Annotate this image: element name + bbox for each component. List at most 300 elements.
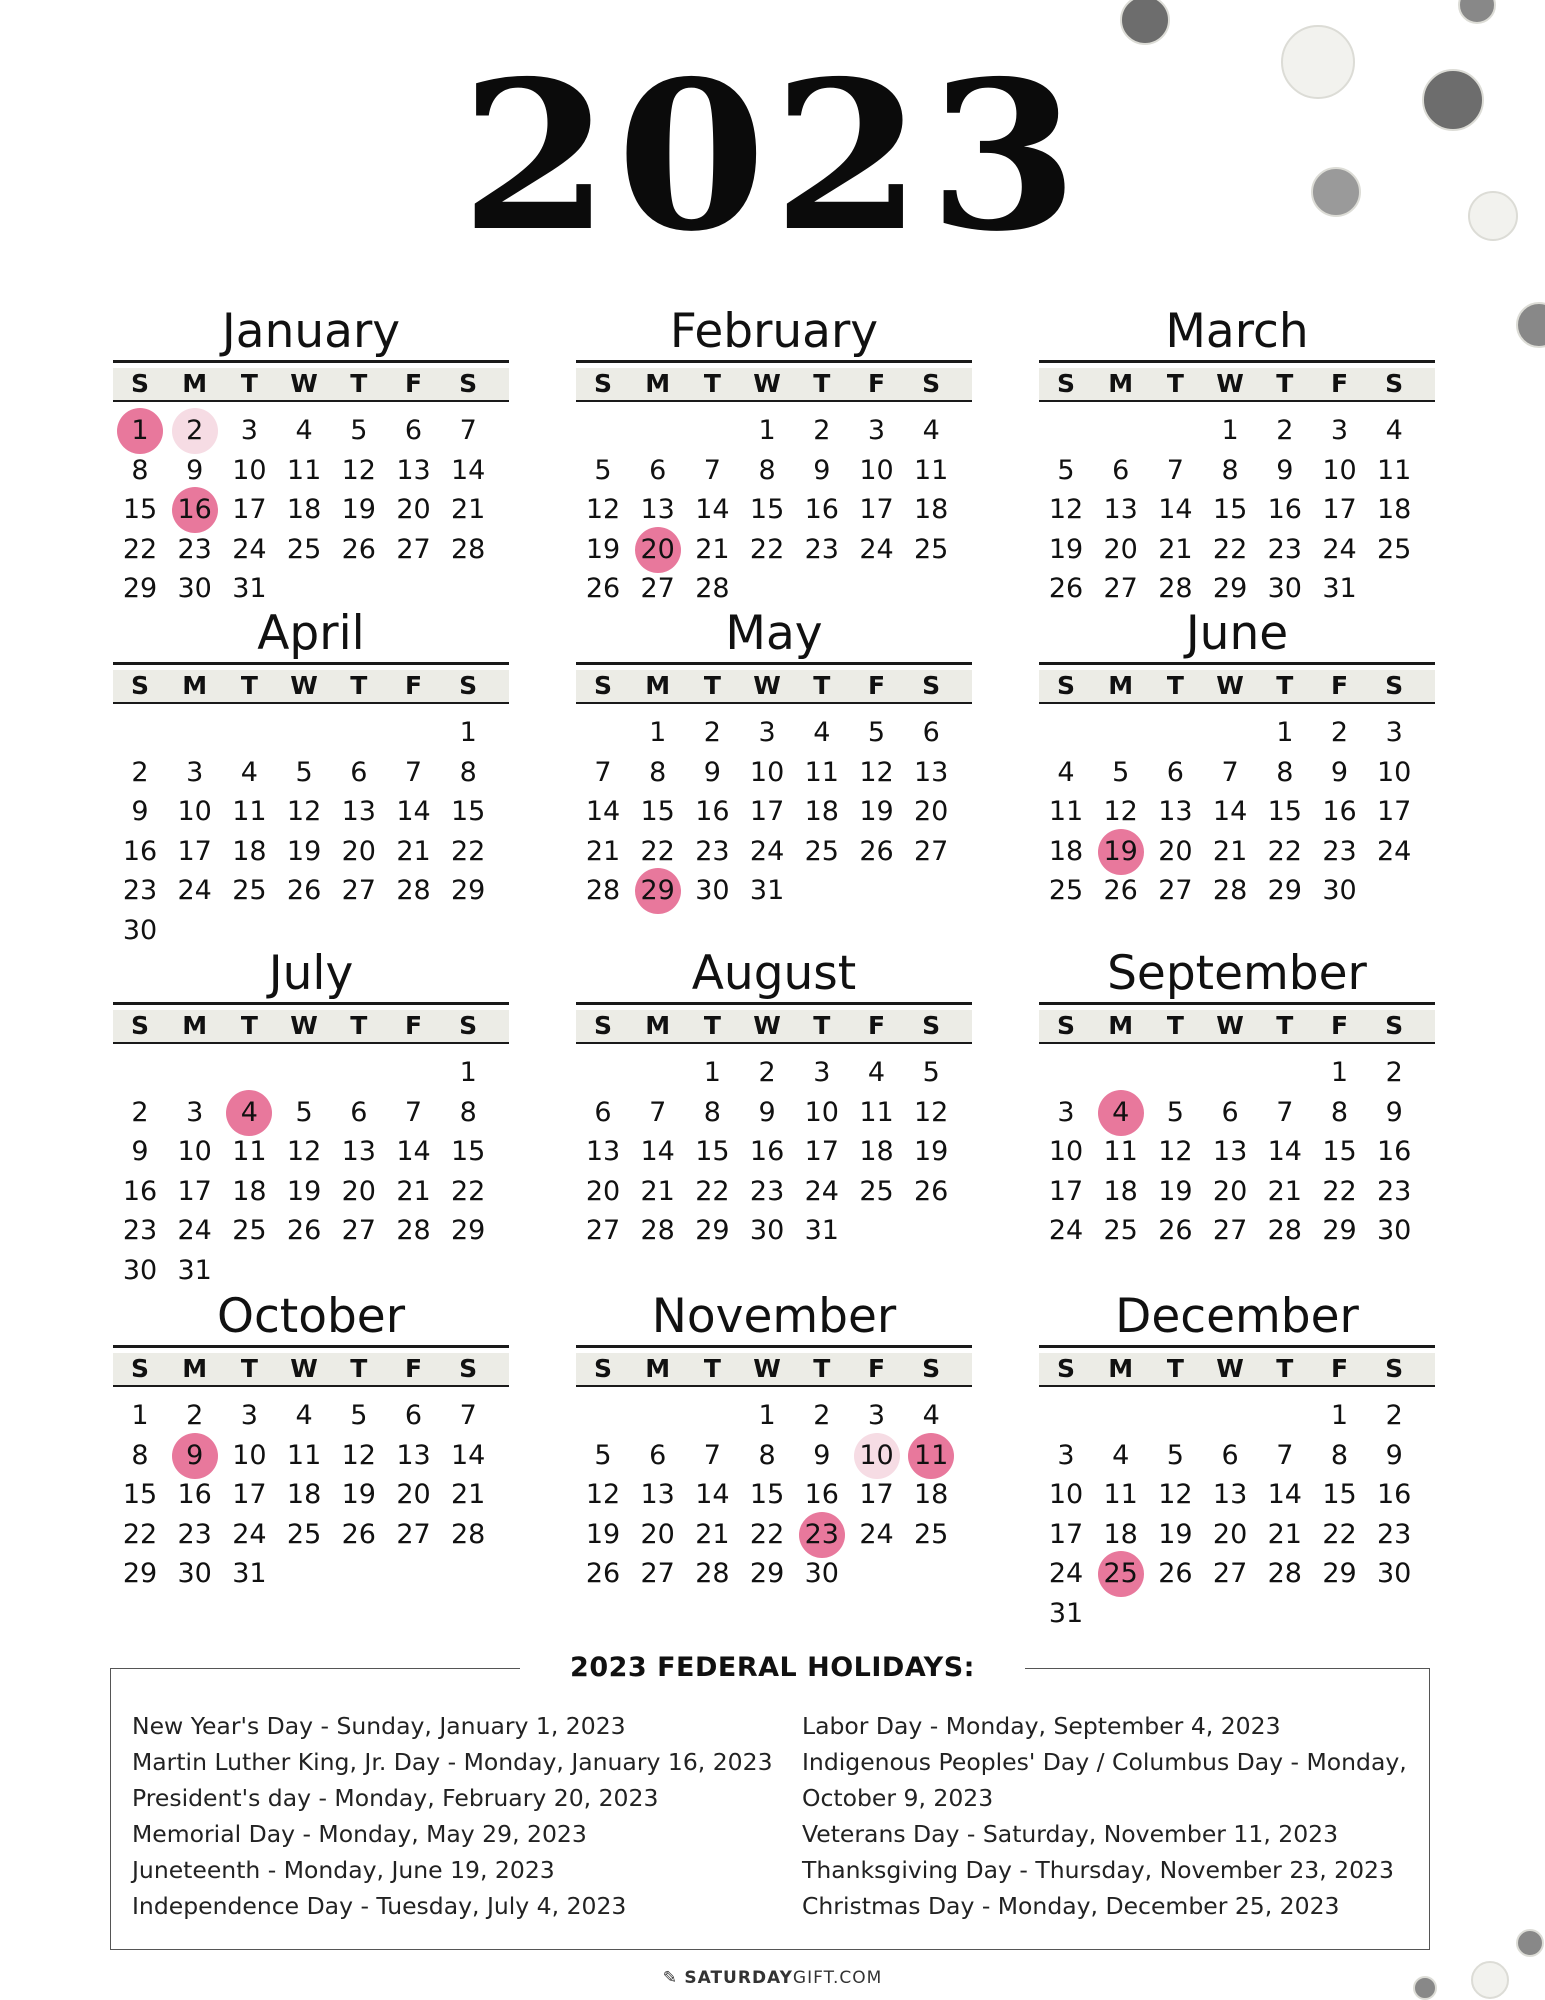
day-number: 29: [749, 1558, 785, 1589]
weekday-header: S: [1056, 1354, 1075, 1383]
day-cell: [576, 530, 630, 570]
day-number: 20: [341, 1175, 376, 1207]
day-cell: [904, 1436, 958, 1476]
day-number: 12: [1048, 494, 1084, 525]
day-cell: [1148, 451, 1202, 491]
weekday-header: S: [1056, 369, 1075, 398]
day-number: 8: [1330, 1096, 1349, 1128]
day-number: 6: [649, 1439, 667, 1471]
day-cell: [168, 530, 222, 570]
day-number: 10: [232, 1439, 267, 1471]
day-number: 5: [1166, 1096, 1184, 1128]
day-number: 8: [703, 1096, 721, 1128]
day-cell: [1148, 1211, 1202, 1251]
day-cell: [1148, 1172, 1202, 1212]
day-cell: [631, 1093, 685, 1133]
day-number: 26: [914, 1175, 949, 1207]
day-number: 16: [749, 1136, 785, 1167]
day-number: 1: [703, 1057, 721, 1088]
day-cell: [850, 451, 904, 491]
day-cell: [631, 792, 685, 832]
day-number: 27: [341, 1215, 376, 1246]
footer-brand-rest: GIFT.COM: [792, 1968, 883, 1988]
weekday-header: W: [753, 1011, 781, 1040]
day-number: 2: [758, 1057, 776, 1088]
weekday-header: W: [290, 671, 318, 700]
day-number: 7: [1221, 756, 1239, 788]
weekday-header: T: [1166, 1354, 1184, 1383]
day-cell: [387, 490, 441, 530]
weekday-header-row: [1039, 1010, 1435, 1044]
day-number: 20: [396, 1479, 431, 1510]
weekday-header: M: [182, 1011, 208, 1040]
month-rule: [576, 1345, 972, 1348]
day-number: 12: [1158, 1479, 1193, 1510]
day-cell: [441, 451, 495, 491]
day-number: 22: [1322, 1518, 1357, 1550]
day-number: 20: [1103, 533, 1138, 565]
month-name: August: [691, 946, 857, 1001]
day-cell: [387, 1475, 441, 1515]
day-number: 25: [1103, 1215, 1138, 1246]
day-cell: [576, 451, 630, 491]
day-cell: [1203, 871, 1257, 911]
day-cell: [387, 411, 441, 451]
month-rule: [576, 360, 972, 363]
day-cell: [1094, 1093, 1148, 1133]
day-cell: [904, 792, 958, 832]
day-number: 6: [649, 454, 667, 486]
day-number: 8: [649, 756, 667, 788]
day-cell: [795, 411, 849, 451]
day-number: 19: [1103, 835, 1138, 867]
day-cell: [168, 1396, 222, 1436]
day-cell: [168, 1093, 222, 1133]
weekday-header: S: [459, 369, 478, 398]
day-number: 7: [459, 1400, 477, 1431]
weekday-header: W: [1216, 671, 1244, 700]
day-number: 22: [1267, 835, 1302, 867]
day-number: 28: [585, 875, 621, 906]
day-cell: [740, 1211, 794, 1251]
day-cell: [631, 753, 685, 793]
day-number: 16: [177, 494, 212, 525]
day-cell: [1313, 1396, 1367, 1436]
day-number: 14: [396, 796, 431, 827]
day-cell: [168, 1251, 222, 1291]
day-number: 30: [695, 875, 730, 906]
weekday-header: S: [593, 369, 612, 398]
day-cell: [222, 1475, 276, 1515]
day-cell: [1094, 490, 1148, 530]
day-number: 22: [695, 1175, 730, 1207]
day-cell: [795, 490, 849, 530]
day-number: 28: [695, 573, 730, 604]
weekday-header: M: [182, 369, 208, 398]
day-cell: [332, 490, 386, 530]
day-cell: [850, 1093, 904, 1133]
day-number: 8: [1330, 1439, 1349, 1471]
day-number: 23: [122, 875, 158, 906]
day-number: 18: [1048, 835, 1084, 867]
holiday-entry: Christmas Day - Monday, December 25, 2023: [802, 1892, 1340, 1920]
weekday-header: F: [1330, 1354, 1349, 1383]
day-cell: [387, 871, 441, 911]
day-cell: [576, 871, 630, 911]
day-number: 23: [1322, 835, 1357, 867]
footer-brand-bold: SATURDAY: [684, 1968, 793, 1988]
day-cell: [1367, 792, 1421, 832]
day-number: 9: [758, 1096, 776, 1128]
day-number: 19: [585, 1518, 621, 1550]
day-number: 22: [1212, 533, 1248, 565]
month-name: January: [221, 304, 401, 359]
day-number: 3: [240, 415, 258, 446]
day-cell: [576, 792, 630, 832]
day-cell: [576, 1172, 630, 1212]
weekday-header: M: [1108, 1354, 1134, 1383]
weekday-header: F: [404, 671, 423, 700]
day-cell: [795, 530, 849, 570]
day-number: 15: [749, 1479, 785, 1510]
month-name: June: [1185, 606, 1289, 661]
weekday-header: T: [1276, 1354, 1294, 1383]
day-cell: [685, 832, 739, 872]
day-number: 29: [1322, 1215, 1357, 1246]
day-number: 5: [867, 717, 886, 748]
day-cell: [1313, 490, 1367, 530]
day-cell: [332, 832, 386, 872]
weekday-header: S: [130, 369, 149, 398]
day-cell: [795, 753, 849, 793]
day-number: 22: [122, 1518, 158, 1550]
day-number: 17: [859, 1479, 894, 1510]
day-cell: [222, 832, 276, 872]
day-number: 24: [804, 1175, 839, 1207]
day-cell: [113, 1396, 167, 1436]
day-cell: [1094, 871, 1148, 911]
day-cell: [1039, 792, 1093, 832]
day-cell: [222, 871, 276, 911]
month-name: November: [651, 1289, 897, 1344]
day-number: 13: [1103, 494, 1138, 525]
day-cell: [277, 753, 331, 793]
day-number: 29: [1212, 573, 1248, 604]
day-number: 22: [451, 1175, 486, 1207]
day-number: 20: [1212, 1175, 1248, 1207]
day-cell: [1039, 1132, 1093, 1172]
day-cell: [1203, 530, 1257, 570]
day-number: 29: [640, 875, 675, 906]
day-number: 25: [286, 1518, 322, 1550]
footer-brand: [0, 1968, 1545, 1988]
day-number: 7: [1276, 1096, 1294, 1128]
day-number: 21: [396, 1175, 431, 1207]
day-number: 12: [1158, 1136, 1193, 1167]
day-number: 12: [286, 796, 322, 827]
day-cell: [685, 1053, 739, 1093]
day-number: 4: [240, 1096, 258, 1128]
day-number: 10: [232, 454, 267, 486]
day-cell: [277, 1515, 331, 1555]
day-cell: [1039, 1554, 1093, 1594]
day-cell: [1148, 530, 1202, 570]
weekday-header-row: [1039, 670, 1435, 704]
weekday-header: W: [1216, 1011, 1244, 1040]
day-number: 24: [177, 875, 212, 906]
weekday-header: S: [922, 1011, 941, 1040]
day-cell: [1148, 871, 1202, 911]
day-cell: [685, 451, 739, 491]
weekday-header-row: [576, 1353, 972, 1387]
day-cell: [277, 1132, 331, 1172]
day-number: 31: [232, 1558, 267, 1589]
day-cell: [904, 832, 958, 872]
day-number: 11: [859, 1096, 894, 1128]
day-number: 12: [341, 454, 376, 486]
day-number: 17: [177, 835, 212, 867]
day-cell: [1258, 411, 1312, 451]
day-number: 11: [1103, 1479, 1138, 1510]
day-cell: [1203, 490, 1257, 530]
day-cell: [685, 490, 739, 530]
day-cell: [1094, 1172, 1148, 1212]
day-number: 14: [585, 796, 621, 827]
weekday-header: S: [1385, 1011, 1404, 1040]
day-cell: [576, 1554, 630, 1594]
day-number: 14: [695, 494, 730, 525]
day-cell: [332, 1093, 386, 1133]
day-number: 28: [640, 1215, 675, 1246]
day-number: 11: [232, 1136, 267, 1167]
day-cell: [387, 1172, 441, 1212]
day-cell: [113, 832, 167, 872]
day-cell: [1148, 753, 1202, 793]
day-number: 28: [1267, 1558, 1302, 1589]
day-number: 15: [122, 1479, 158, 1510]
month-rule: [113, 1345, 509, 1348]
day-number: 15: [1322, 1479, 1357, 1510]
day-cell: [168, 490, 222, 530]
day-number: 12: [341, 1439, 376, 1471]
day-number: 13: [341, 796, 376, 827]
day-number: 21: [695, 1518, 730, 1550]
day-number: 1: [1221, 415, 1239, 446]
day-cell: [168, 871, 222, 911]
day-number: 7: [404, 1096, 423, 1128]
day-cell: [685, 530, 739, 570]
day-number: 2: [131, 756, 149, 788]
day-cell: [904, 490, 958, 530]
day-number: 27: [914, 835, 949, 867]
day-cell: [168, 1475, 222, 1515]
day-number: 23: [695, 835, 730, 867]
holiday-entry: Indigenous Peoples' Day / Columbus Day - Monday,: [802, 1748, 1407, 1776]
day-number: 23: [804, 533, 839, 565]
day-cell: [387, 1211, 441, 1251]
day-cell: [1039, 569, 1093, 609]
day-cell: [850, 1396, 904, 1436]
day-number: 13: [396, 1439, 431, 1471]
day-number: 27: [1158, 875, 1193, 906]
day-number: 12: [914, 1096, 949, 1128]
day-number: 1: [1330, 1057, 1349, 1088]
month-name: July: [268, 946, 354, 1001]
day-cell: [685, 1093, 739, 1133]
weekday-header: T: [350, 671, 368, 700]
day-number: 31: [177, 1254, 212, 1286]
day-cell: [387, 832, 441, 872]
day-number: 1: [459, 1057, 477, 1088]
day-number: 1: [131, 415, 149, 446]
weekday-header: M: [645, 671, 671, 700]
day-cell: [222, 1172, 276, 1212]
day-cell: [387, 792, 441, 832]
day-number: 13: [1158, 796, 1193, 827]
day-number: 19: [859, 796, 894, 827]
weekday-header: F: [867, 369, 886, 398]
weekday-header: T: [240, 369, 258, 398]
day-number: 17: [1048, 1175, 1084, 1207]
day-cell: [1148, 1475, 1202, 1515]
day-cell: [1313, 1172, 1367, 1212]
day-cell: [332, 1436, 386, 1476]
day-cell: [1039, 530, 1093, 570]
day-number: 30: [1377, 1558, 1412, 1589]
day-cell: [113, 1251, 167, 1291]
day-cell: [387, 1515, 441, 1555]
day-number: 3: [1330, 415, 1349, 446]
day-number: 4: [922, 1400, 940, 1431]
weekday-header: F: [867, 1354, 886, 1383]
weekday-header-row: [576, 368, 972, 402]
day-cell: [332, 1132, 386, 1172]
day-cell: [441, 411, 495, 451]
day-number: 17: [859, 494, 894, 525]
day-cell: [795, 1132, 849, 1172]
day-number: 13: [640, 1479, 675, 1510]
day-cell: [631, 1211, 685, 1251]
day-cell: [1367, 1211, 1421, 1251]
day-cell: [631, 1554, 685, 1594]
day-number: 3: [240, 1400, 258, 1431]
day-number: 20: [585, 1175, 621, 1207]
day-number: 14: [695, 1479, 730, 1510]
day-number: 9: [813, 1439, 831, 1471]
day-cell: [332, 1475, 386, 1515]
day-number: 15: [695, 1136, 730, 1167]
day-cell: [1203, 1172, 1257, 1212]
day-cell: [795, 1211, 849, 1251]
day-cell: [740, 792, 794, 832]
day-cell: [1148, 1093, 1202, 1133]
day-cell: [795, 832, 849, 872]
day-cell: [685, 792, 739, 832]
weekday-header-row: [1039, 1353, 1435, 1387]
day-number: 24: [1048, 1558, 1084, 1589]
weekday-header: W: [753, 671, 781, 700]
weekday-header: S: [922, 369, 941, 398]
day-cell: [222, 753, 276, 793]
day-number: 10: [859, 1439, 894, 1471]
day-cell: [631, 1132, 685, 1172]
day-cell: [740, 490, 794, 530]
holiday-entry: Martin Luther King, Jr. Day - Monday, January 16, 2023: [132, 1748, 773, 1776]
weekday-header: S: [130, 671, 149, 700]
day-number: 5: [295, 1096, 313, 1128]
day-cell: [332, 792, 386, 832]
day-number: 8: [131, 454, 149, 486]
day-number: 21: [1212, 835, 1248, 867]
month-name: February: [669, 304, 879, 359]
day-number: 11: [804, 756, 839, 788]
day-cell: [1094, 569, 1148, 609]
day-number: 1: [758, 415, 776, 446]
holiday-entry: President's day - Monday, February 20, 2023: [132, 1784, 659, 1812]
day-cell: [222, 1132, 276, 1172]
day-cell: [1313, 1132, 1367, 1172]
day-number: 28: [1158, 573, 1193, 604]
day-number: 14: [451, 1439, 486, 1471]
day-number: 24: [749, 835, 785, 867]
day-cell: [1367, 490, 1421, 530]
day-cell: [1094, 832, 1148, 872]
day-cell: [904, 1053, 958, 1093]
day-number: 11: [914, 454, 949, 486]
day-number: 26: [585, 573, 621, 604]
day-cell: [222, 1093, 276, 1133]
day-number: 30: [804, 1558, 839, 1589]
day-cell: [277, 451, 331, 491]
day-number: 6: [922, 717, 940, 748]
day-cell: [740, 411, 794, 451]
day-number: 22: [749, 1518, 785, 1550]
day-cell: [168, 792, 222, 832]
day-number: 30: [1267, 573, 1302, 604]
day-number: 25: [914, 533, 949, 565]
day-cell: [795, 1093, 849, 1133]
day-number: 5: [1166, 1439, 1184, 1471]
day-cell: [222, 1436, 276, 1476]
day-cell: [222, 1515, 276, 1555]
day-cell: [1258, 1554, 1312, 1594]
day-number: 11: [1048, 796, 1084, 827]
day-cell: [1313, 753, 1367, 793]
day-cell: [1039, 490, 1093, 530]
day-cell: [1258, 490, 1312, 530]
day-number: 26: [859, 835, 894, 867]
day-number: 24: [859, 533, 894, 565]
day-cell: [1313, 1211, 1367, 1251]
day-number: 21: [640, 1175, 675, 1207]
day-number: 27: [396, 1518, 431, 1550]
day-cell: [1313, 1053, 1367, 1093]
weekday-header: T: [813, 671, 831, 700]
day-cell: [1039, 832, 1093, 872]
day-cell: [1313, 713, 1367, 753]
day-number: 26: [286, 875, 322, 906]
weekday-header: F: [1330, 671, 1349, 700]
weekday-header-row: [576, 670, 972, 704]
weekday-header: S: [1385, 671, 1404, 700]
holiday-entry: New Year's Day - Sunday, January 1, 2023: [132, 1712, 626, 1740]
day-number: 6: [404, 415, 423, 446]
day-number: 31: [749, 875, 785, 906]
weekday-header: T: [1276, 369, 1294, 398]
day-cell: [850, 1515, 904, 1555]
day-cell: [277, 1093, 331, 1133]
day-cell: [685, 1132, 739, 1172]
